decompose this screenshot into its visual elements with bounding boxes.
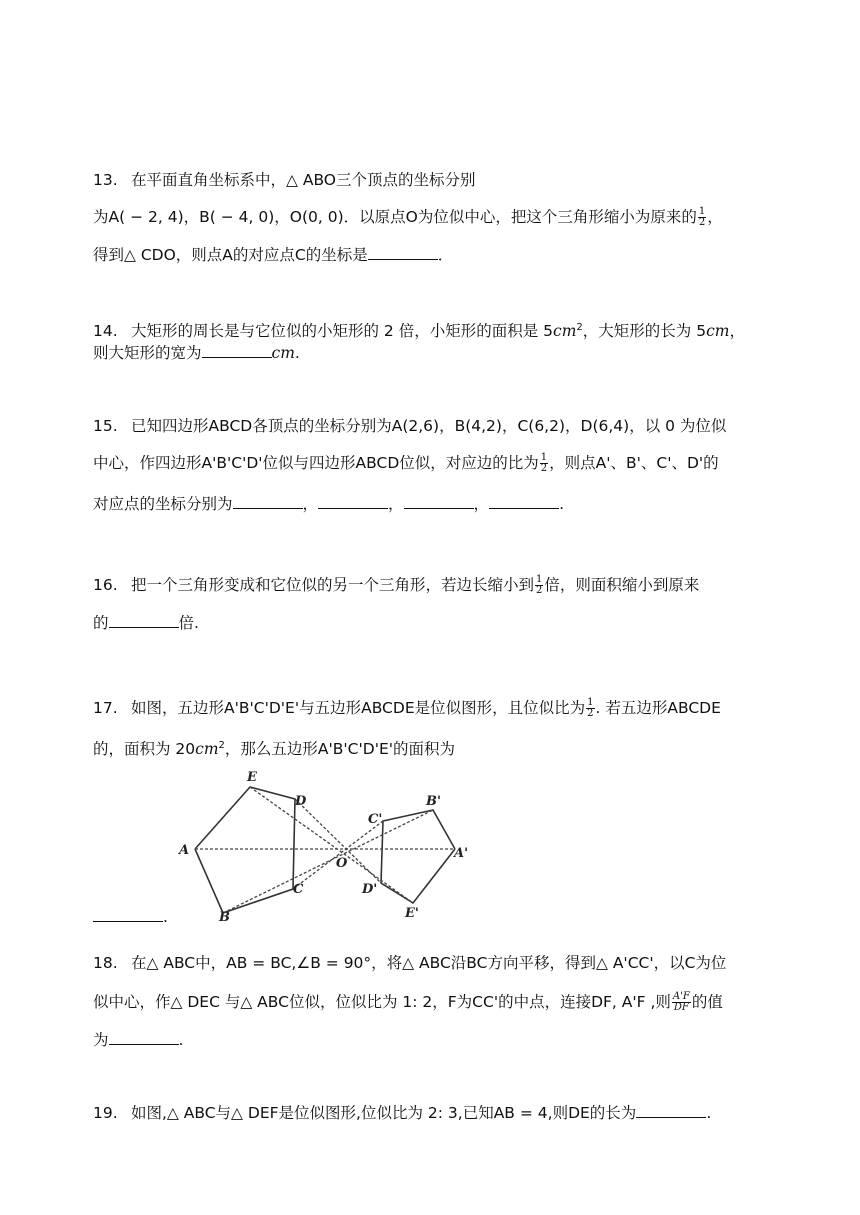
label-b: B [219, 910, 230, 925]
label-b1: B' [426, 794, 441, 809]
answer-blank [318, 494, 388, 509]
homothety-pentagon-figure [175, 765, 475, 925]
question-number: 19. [93, 1104, 118, 1122]
label-e1: E' [405, 906, 419, 921]
question-13-line2: 为A( − 2, 4)，B( − 4, 0)，O(0, 0)．以原点O为位似中心，把这个三角形缩小为原来的 $\frac{1}{2}$ ， [93, 206, 723, 228]
question-15-line3: 对应点的坐标分别为 ， ， ， . [93, 495, 564, 513]
answer-blank [109, 1030, 179, 1045]
question-15-line2: 中心，作四边形A'B'C'D'位似与四边形ABCD位似，对应边的比为 $\frac{1}{2}$ ，则点A'、B'、C'、D'的 [93, 452, 719, 474]
fraction: $\frac{1}{2}$ [698, 206, 706, 228]
question-17: 17. 如图，五边形A'B'C'D'E'与五边形ABCDE是位似图形，且位似比为 $\frac{1}{2}$ . 若五边形ABCDE [93, 697, 721, 719]
label-a: A [179, 843, 190, 858]
label-c1: C' [368, 812, 383, 827]
question-number: 16. [93, 576, 118, 594]
pentagon-a1b1c1d1e1 [381, 810, 455, 903]
question-17-line3: . [93, 907, 773, 927]
label-a1: A' [454, 846, 469, 861]
question-14: 14. 大矩形的周长是与它位似的小矩形的 2 倍，小矩形的面积是 $5cm^2$，大矩形的长为 5cm， [93, 322, 745, 341]
question-19: 19. 如图,△ ABC与△ DEF是位似图形,位似比为 2: 3,已知AB = 4,则DE的长为 . [93, 1104, 712, 1122]
label-d1: D' [362, 882, 378, 897]
answer-blank [93, 907, 163, 922]
question-number: 17. [93, 699, 118, 717]
answer-blank [368, 245, 438, 260]
label-c: C [293, 882, 304, 897]
question-13-line3: 得到△ CDO，则点A的对应点C的坐标是 ． [93, 246, 454, 264]
question-14-line2: 则大矩形的宽为 cm. [93, 344, 300, 362]
answer-blank [109, 613, 179, 628]
question-number: 14. [93, 322, 118, 341]
question-16: 16. 把一个三角形变成和它位似的另一个三角形，若边长缩小到 $\frac{1}{2}$ 倍，则面积缩小到原来 [93, 574, 700, 596]
label-d: D [295, 794, 307, 809]
question-text: 在平面直角坐标系中，△ ABO三个顶点的坐标分别 [131, 171, 476, 189]
answer-blank [489, 494, 559, 509]
question-number: 13. [93, 171, 118, 189]
question-15: 15. 已知四边形ABCD各顶点的坐标分别为A(2,6)，B(4,2)，C(6,2)，D(6,4)，以 0 为位似 [93, 417, 727, 435]
question-18: 18. 在△ ABC中，AB = BC,∠B = 90°，将△ ABC沿BC方向平移，得到△ A'CC'，以C为位 [93, 954, 727, 972]
question-16-line2: 的 倍. [93, 614, 199, 632]
fraction: $\frac{A'F}{DF}$ [672, 991, 690, 1013]
fraction: $\frac{1}{2}$ [540, 452, 548, 474]
question-number: 15. [93, 417, 118, 435]
fraction: $\frac{1}{2}$ [536, 574, 543, 596]
answer-blank [233, 494, 303, 509]
label-o: O [336, 856, 348, 871]
question-17-line2: 的，面积为 $20cm^2$，那么五边形A'B'C'D'E'的面积为 [93, 740, 456, 759]
answer-blank [404, 494, 474, 509]
pentagon-abcde [195, 787, 295, 913]
question-18-line3: 为 . [93, 1031, 184, 1049]
question-13 [93, 170, 773, 190]
question-18-line2: 似中心，作△ DEC 与△ ABC位似，位似比为 1: 2，F为CC'的中点，连接DF, A'F ,则 $\frac{A'F}{DF}$ 的值 [93, 991, 723, 1013]
question-number: 18. [93, 954, 118, 972]
label-e: E [247, 770, 257, 785]
answer-blank [202, 343, 272, 358]
fraction: $\frac{1}{2}$ [587, 697, 594, 719]
answer-blank [636, 1103, 706, 1118]
